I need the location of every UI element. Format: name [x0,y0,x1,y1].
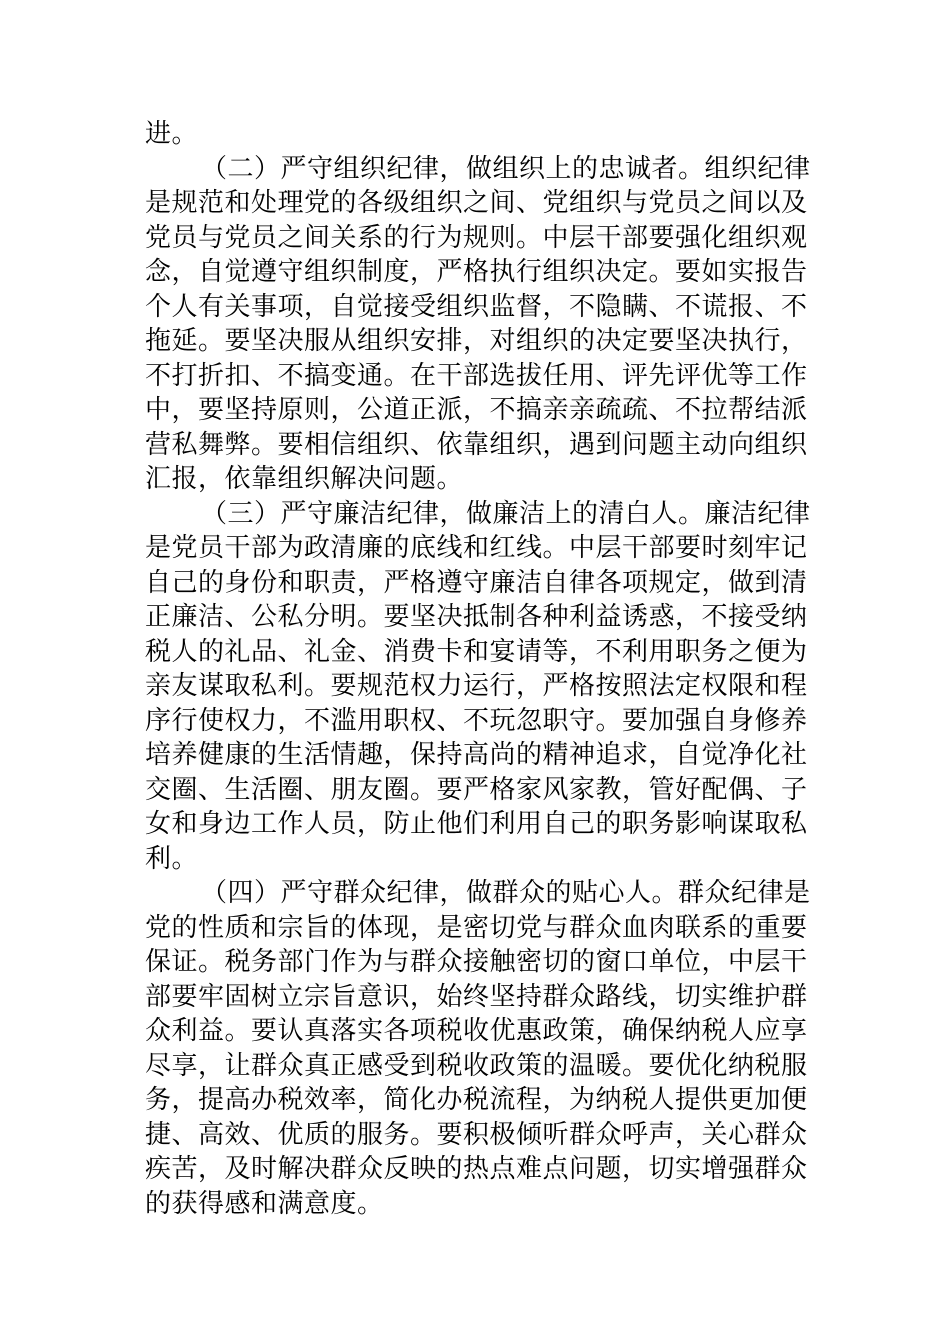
text-line: 部要牢固树立宗旨意识，始终坚持群众路线，切实维护群 [145,981,808,1012]
paragraph-start-line: （二）严守组织纪律，做组织上的忠诚者。组织纪律 [201,153,811,184]
paragraph-start-line: （三）严守廉洁纪律，做廉洁上的清白人。廉洁纪律 [201,498,811,529]
text-line: 念，自觉遵守组织制度，严格执行组织决定。要如实报告 [145,257,808,287]
text-line: 不打折扣、不搞变通。在干部选拔任用、评先评优等工作 [145,360,808,391]
text-line: 个人有关事项，自觉接受组织监督，不隐瞒、不谎报、不 [145,291,808,322]
text-line: 培养健康的生活情趣，保持高尚的精神追求，自觉净化社 [145,740,808,770]
text-line: 女和身边工作人员，防止他们利用自己的职务影响谋取私 [145,809,808,839]
text-line: 正廉洁、公私分明。要坚决抵制各种利益诱惑，不接受纳 [145,602,808,632]
text-line: 的获得感和满意度。 [145,1188,384,1219]
text-line: 拖延。要坚决服从组织安排，对组织的决定要坚决执行， [145,326,808,356]
text-line: 自己的身份和职责，严格遵守廉洁自律各项规定，做到清 [145,567,808,598]
text-line: 交圈、生活圈、朋友圈。要严格家风家教，管好配偶、子 [145,774,808,805]
text-line: 进。 [145,119,199,149]
text-line: 序行使权力，不滥用职权、不玩忽职守。要加强自身修养 [145,705,808,736]
text-line: 营私舞弊。要相信组织、依靠组织，遇到问题主动向组织 [145,429,808,460]
paragraph-start-line: （四）严守群众纪律，做群众的贴心人。群众纪律是 [201,878,811,908]
text-line: 务，提高办税效率，简化办税流程，为纳税人提供更加便 [145,1085,808,1115]
body-text [145,117,811,1221]
text-line: 疾苦，及时解决群众反映的热点难点问题，切实增强群众 [145,1154,808,1184]
text-line: 税人的礼品、礼金、消费卡和宴请等，不利用职务之便为 [145,636,808,667]
text-line: 利。 [145,843,199,874]
text-line: 众利益。要认真落实各项税收优惠政策，确保纳税人应享 [145,1016,808,1046]
text-line: 汇报，依靠组织解决问题。 [145,464,464,494]
text-line: 亲友谋取私利。要规范权力运行，严格按照法定权限和程 [145,671,808,701]
text-line: 党的性质和宗旨的体现，是密切党与群众血肉联系的重要 [145,912,808,943]
text-line: 党员与党员之间关系的行为规则。中层干部要强化组织观 [145,222,808,253]
text-line: 捷、高效、优质的服务。要积极倾听群众呼声，关心群众 [145,1119,808,1150]
text-line: 是党员干部为政清廉的底线和红线。中层干部要时刻牢记 [145,533,808,563]
text-line: 中，要坚持原则，公道正派，不搞亲亲疏疏、不拉帮结派 [145,395,808,425]
text-line: 是规范和处理党的各级组织之间、党组织与党员之间以及 [145,188,808,218]
text-line: 尽享，让群众真正感受到税收政策的温暖。要优化纳税服 [145,1050,808,1081]
text-line: 保证。税务部门作为与群众接触密切的窗口单位，中层干 [145,947,808,977]
